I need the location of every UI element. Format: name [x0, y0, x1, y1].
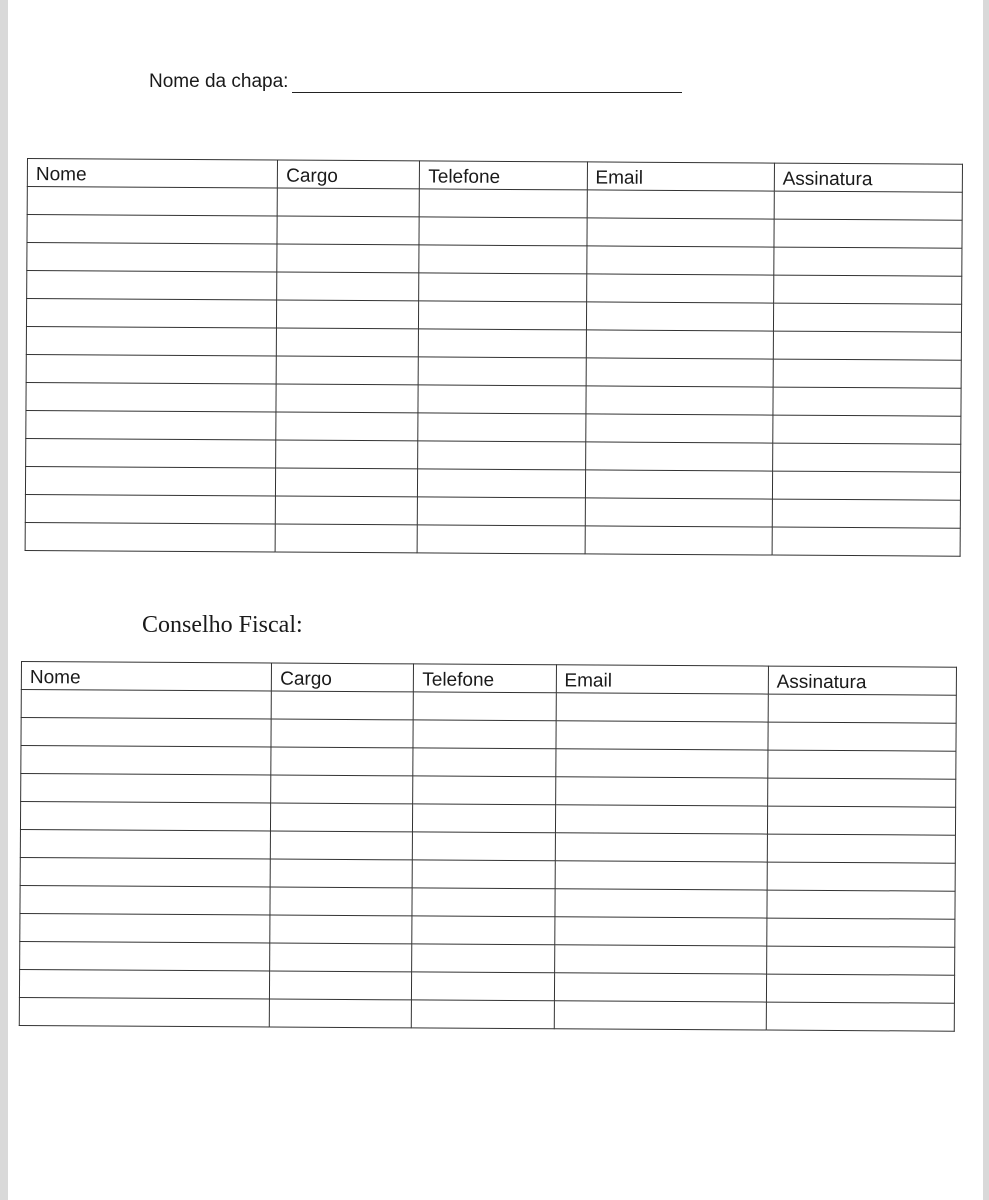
chapa-name-label: Nome da chapa:	[149, 71, 289, 92]
cell-nome[interactable]	[21, 774, 271, 804]
cell-email[interactable]	[554, 1001, 766, 1030]
cell-cargo[interactable]	[277, 300, 419, 329]
header-cargo: Cargo	[278, 160, 420, 189]
cell-assinatura[interactable]	[768, 694, 956, 723]
cell-assinatura[interactable]	[767, 834, 955, 863]
cell-email[interactable]	[554, 945, 766, 974]
cell-telefone[interactable]	[419, 217, 586, 246]
cell-cargo[interactable]	[270, 999, 412, 1028]
header-assinatura: Assinatura	[768, 666, 956, 695]
cell-email[interactable]	[555, 805, 767, 834]
cell-telefone[interactable]	[418, 497, 585, 526]
cell-assinatura[interactable]	[772, 443, 960, 472]
cell-telefone[interactable]	[413, 720, 555, 749]
cell-nome[interactable]	[26, 326, 276, 356]
cell-cargo[interactable]	[276, 384, 418, 413]
document-page	[8, 0, 983, 1200]
cell-assinatura[interactable]	[773, 359, 961, 388]
cell-cargo[interactable]	[270, 971, 412, 1000]
cell-email[interactable]	[586, 386, 773, 415]
cell-nome[interactable]	[26, 354, 276, 384]
cell-assinatura[interactable]	[774, 191, 962, 220]
header-email: Email	[556, 665, 768, 694]
chapa-name-row	[149, 64, 682, 93]
cell-nome[interactable]	[27, 243, 277, 273]
cell-email[interactable]	[587, 190, 774, 219]
cell-nome[interactable]	[27, 187, 277, 217]
cell-email[interactable]	[555, 861, 767, 890]
cell-assinatura[interactable]	[774, 219, 962, 248]
cell-email[interactable]	[554, 917, 766, 946]
cell-email[interactable]	[587, 218, 774, 247]
header-nome: Nome	[27, 159, 277, 189]
cell-cargo[interactable]	[275, 524, 417, 553]
cell-assinatura[interactable]	[767, 862, 955, 891]
cell-nome[interactable]	[20, 802, 270, 832]
cell-nome[interactable]	[20, 829, 270, 859]
cell-cargo[interactable]	[270, 859, 412, 888]
chapa-members-table	[25, 158, 963, 557]
cell-cargo[interactable]	[277, 272, 419, 301]
cell-cargo[interactable]	[271, 691, 413, 720]
cell-nome[interactable]	[26, 438, 276, 468]
cell-assinatura[interactable]	[768, 750, 956, 779]
header-telefone: Telefone	[414, 664, 556, 693]
cell-nome[interactable]	[27, 215, 277, 245]
cell-assinatura[interactable]	[768, 722, 956, 751]
cell-telefone[interactable]	[419, 273, 586, 302]
cell-telefone[interactable]	[418, 469, 585, 498]
cell-cargo[interactable]	[270, 943, 412, 972]
cell-telefone[interactable]	[413, 804, 555, 833]
cell-assinatura[interactable]	[767, 806, 955, 835]
cell-cargo[interactable]	[276, 440, 418, 469]
header-telefone: Telefone	[420, 161, 587, 190]
cell-assinatura[interactable]	[773, 275, 961, 304]
cell-cargo[interactable]	[277, 328, 419, 357]
cell-cargo[interactable]	[277, 216, 419, 245]
table-row	[25, 522, 960, 556]
cell-assinatura[interactable]	[772, 527, 960, 556]
cell-email[interactable]	[554, 973, 766, 1002]
cell-assinatura[interactable]	[767, 918, 955, 947]
cell-email[interactable]	[555, 749, 767, 778]
cell-cargo[interactable]	[277, 244, 419, 273]
cell-email[interactable]	[585, 498, 772, 527]
cell-telefone[interactable]	[418, 413, 585, 442]
cell-assinatura[interactable]	[767, 778, 955, 807]
cell-cargo[interactable]	[271, 747, 413, 776]
cell-assinatura[interactable]	[766, 946, 954, 975]
cell-nome[interactable]	[21, 718, 271, 748]
cell-telefone[interactable]	[419, 329, 586, 358]
cell-telefone[interactable]	[419, 245, 586, 274]
cell-assinatura[interactable]	[774, 247, 962, 276]
chapa-name-field[interactable]	[292, 64, 682, 93]
cell-nome[interactable]	[20, 913, 270, 943]
cell-assinatura[interactable]	[766, 1002, 954, 1031]
cell-cargo[interactable]	[271, 803, 413, 832]
table-row	[19, 997, 954, 1031]
cell-email[interactable]	[585, 442, 772, 471]
cell-nome[interactable]	[26, 382, 276, 412]
cell-nome[interactable]	[20, 885, 270, 915]
cell-nome[interactable]	[19, 997, 269, 1027]
cell-email[interactable]	[586, 302, 773, 331]
cell-email[interactable]	[556, 693, 768, 722]
cell-email[interactable]	[555, 833, 767, 862]
cell-nome[interactable]	[25, 522, 275, 552]
cell-telefone[interactable]	[418, 525, 585, 554]
cell-email[interactable]	[585, 470, 772, 499]
cell-telefone[interactable]	[418, 441, 585, 470]
cell-telefone[interactable]	[412, 1000, 554, 1029]
cell-email[interactable]	[585, 414, 772, 443]
cell-cargo[interactable]	[270, 915, 412, 944]
cell-telefone[interactable]	[412, 916, 554, 945]
cell-nome[interactable]	[19, 969, 269, 999]
conselho-fiscal-table	[19, 661, 957, 1032]
cell-nome[interactable]	[26, 299, 276, 329]
cell-nome[interactable]	[21, 690, 271, 720]
cell-telefone[interactable]	[413, 860, 555, 889]
cell-telefone[interactable]	[413, 832, 555, 861]
cell-telefone[interactable]	[419, 357, 586, 386]
cell-assinatura[interactable]	[773, 331, 961, 360]
cell-telefone[interactable]	[418, 385, 585, 414]
cell-telefone[interactable]	[412, 888, 554, 917]
header-assinatura: Assinatura	[774, 163, 962, 192]
cell-telefone[interactable]	[420, 189, 587, 218]
cell-assinatura[interactable]	[767, 890, 955, 919]
cell-nome[interactable]	[21, 746, 271, 776]
cell-nome[interactable]	[20, 941, 270, 971]
cell-cargo[interactable]	[276, 412, 418, 441]
cell-email[interactable]	[586, 274, 773, 303]
cell-telefone[interactable]	[413, 776, 555, 805]
header-cargo: Cargo	[272, 663, 414, 692]
header-email: Email	[587, 162, 774, 191]
cell-email[interactable]	[586, 358, 773, 387]
cell-telefone[interactable]	[414, 692, 556, 721]
cell-nome[interactable]	[27, 271, 277, 301]
cell-email[interactable]	[555, 777, 767, 806]
cell-nome[interactable]	[25, 466, 275, 496]
cell-cargo[interactable]	[271, 831, 413, 860]
cell-nome[interactable]	[26, 410, 276, 440]
cell-nome[interactable]	[25, 494, 275, 524]
cell-telefone[interactable]	[413, 748, 555, 777]
cell-cargo[interactable]	[271, 775, 413, 804]
cell-email[interactable]	[586, 246, 773, 275]
conselho-fiscal-title: Conselho Fiscal:	[142, 612, 303, 638]
cell-cargo[interactable]	[276, 356, 418, 385]
cell-cargo[interactable]	[276, 496, 418, 525]
cell-assinatura[interactable]	[772, 471, 960, 500]
cell-assinatura[interactable]	[773, 387, 961, 416]
cell-cargo[interactable]	[270, 887, 412, 916]
cell-telefone[interactable]	[419, 301, 586, 330]
cell-assinatura[interactable]	[773, 303, 961, 332]
cell-cargo[interactable]	[277, 188, 419, 217]
cell-assinatura[interactable]	[773, 415, 961, 444]
cell-email[interactable]	[585, 526, 772, 555]
cell-telefone[interactable]	[412, 944, 554, 973]
cell-assinatura[interactable]	[772, 499, 960, 528]
cell-cargo[interactable]	[271, 719, 413, 748]
cell-email[interactable]	[586, 330, 773, 359]
cell-email[interactable]	[556, 721, 768, 750]
cell-nome[interactable]	[20, 857, 270, 887]
cell-telefone[interactable]	[412, 972, 554, 1001]
cell-email[interactable]	[554, 889, 766, 918]
cell-assinatura[interactable]	[766, 974, 954, 1003]
cell-cargo[interactable]	[276, 468, 418, 497]
header-nome: Nome	[21, 662, 271, 692]
